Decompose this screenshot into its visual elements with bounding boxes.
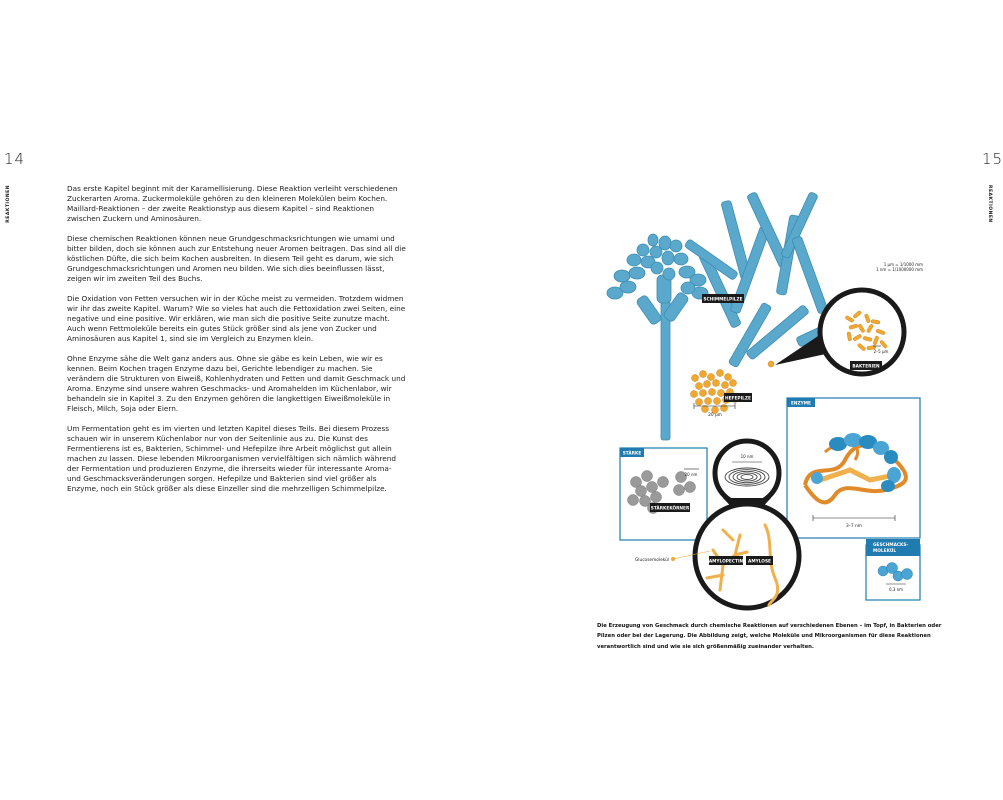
label-geschmacksmolekuel-line2: MOLEKÜL (873, 549, 897, 554)
paragraph-5: Um Fermentation geht es im vierten und letzten Kapitel dieses Teils. Bei diesem Prozess schauen wir in unserem Küchenlabor nur von der Seitenlinie aus zu. Die Kunst des Fermentierens ist es, Bakterien, Schimmel- und Hefepilze ihre Arbeit möglichst gut allein machen zu lassen. Diese lebenden Mikroorganismen vervielfältigen sich nämlich während der Fermentation und produzieren Enzyme, die ihrerseits wieder für interessante Aroma- und Geschmacksveränderungen sorgen. Hefepilze und Bakterien sind viel größer als Enzyme, noch ein Stück größer als diese Einzeller sind die mehrzelligen Schimmelpilze. (67, 424, 396, 493)
paragraph-4: Ohne Enzyme sähe die Welt ganz anders aus. Ohne sie gäbe es kein Leben, wie wir es kennen. Beim Kochen tragen Enzyme dazu bei, Gerichte lebendiger zu machen. Sie verändern die Strukturen von Eiweiß, Kohlenhydraten und Fetten und damit Geschmack und Aroma. Enzyme sind unsere wahren Geschmacks- und Aromahelden im Küchenlabor, wir behandeln sie in Kapitel 3. Zu den Enzymen gehören die langkettigen Eiweißmoleküle in Fleisch, Milch, Soja oder Eiern. (67, 354, 406, 413)
scale-ring-text: 10 nm (740, 454, 754, 459)
scale-molekuel-text: 0,3 nm (888, 587, 904, 592)
label-schimmelpilze: SCHIMMELPILZE (703, 297, 743, 303)
right-page-number: 15 (982, 150, 1003, 168)
left-page-number: 14 (4, 150, 26, 168)
label-hefepilze: HEFEPILZE (725, 396, 751, 402)
label-amylopectin: AMYLOPECTIN (708, 559, 744, 565)
label-staerke: STÄRKE (622, 451, 642, 457)
scale-note-1: 1 µm = 1/1000 mm (883, 262, 923, 267)
label-amylose: AMYLOSE (748, 559, 771, 565)
paragraph-1: Das erste Kapitel beginnt mit der Karamellisierung. Diese Reaktion verleiht verschiedenen Zuckerarten Aroma. Zuckermoleküle gehören zu den kleineren Molekülen beim Kochen. Maillard-Reaktionen – der zweite Reaktionstyp aus diesem Kapitel – sind Reaktionen zwischen Zuckern und Aminosäuren. (67, 184, 398, 223)
glucose-dot (671, 557, 675, 561)
right-running-head: REAKTIONEN (987, 185, 992, 223)
label-geschmacksmolekuel-line1: GESCHMACKS- (873, 543, 909, 548)
left-running-head: REAKTIONEN (6, 185, 11, 223)
staerke-frame (620, 448, 707, 540)
scale-note-2: 1 nm = 1/1000000 mm (876, 267, 923, 272)
scale-bakterien-text: 2–5 µm (873, 349, 889, 354)
figure-caption: Die Erzeugung von Geschmack durch chemische Reaktionen auf verschiedenen Ebenen – im Topf, in Bakterien oder Pilzen oder bei der Lagerung. Die Abbildung zeigt, welche Moleküle und Mikroorganismen für diese Reaktionen verantwortlich sind und wie sie sich größenmäßig zueinander verhalten. (597, 623, 942, 650)
scale-illustration (595, 180, 940, 610)
paragraph-2: Diese chemischen Reaktionen können neue Grundgeschmacksrichtungen wie umami und bitter bilden, doch sie können auch zur Entstehung neuer Aromen beitragen. Das sind all die köstlichen Düfte, die sich beim Kochen ausbreiten. In diesem Teil geht es darum, wie sich Grundgeschmacksrichtungen und Aromen neu bilden. Wie sich dies beeinflussen lässt, zeigen wir im zweiten Teil des Buchs. (67, 234, 406, 283)
yeast-cluster (691, 361, 775, 414)
body-text (67, 184, 407, 504)
label-glucosemolekuel: Glucosemolekül (634, 558, 669, 563)
label-enzyme: ENZYME (791, 401, 811, 407)
label-bakterien: BAKTERIEN (852, 364, 880, 370)
scale-hefe-text: 20 µm (708, 413, 722, 418)
scale-staerke-text: 20 nm (684, 472, 698, 477)
label-staerkekoerner: STÄRKEKÖRNER (650, 506, 690, 512)
scale-enzyme-text: 3–7 nm (846, 524, 862, 529)
paragraph-3: Die Oxidation von Fetten versuchen wir in der Küche meist zu vermeiden. Trotzdem widmen wir ihr das zweite Kapitel. Warum? Wie so vieles hat auch die Fettoxidation zwei Seiten, eine negative und eine positive. Wir erklären, wie man sich die positive Seite zunutze macht. Auch wenn Fettmoleküle bereits ein gutes Stück größer sind als jene von Zucker und Aminosäuren aus Kapitel 1, sind sie im Vergleich zu Enzymen klein. (67, 294, 406, 343)
